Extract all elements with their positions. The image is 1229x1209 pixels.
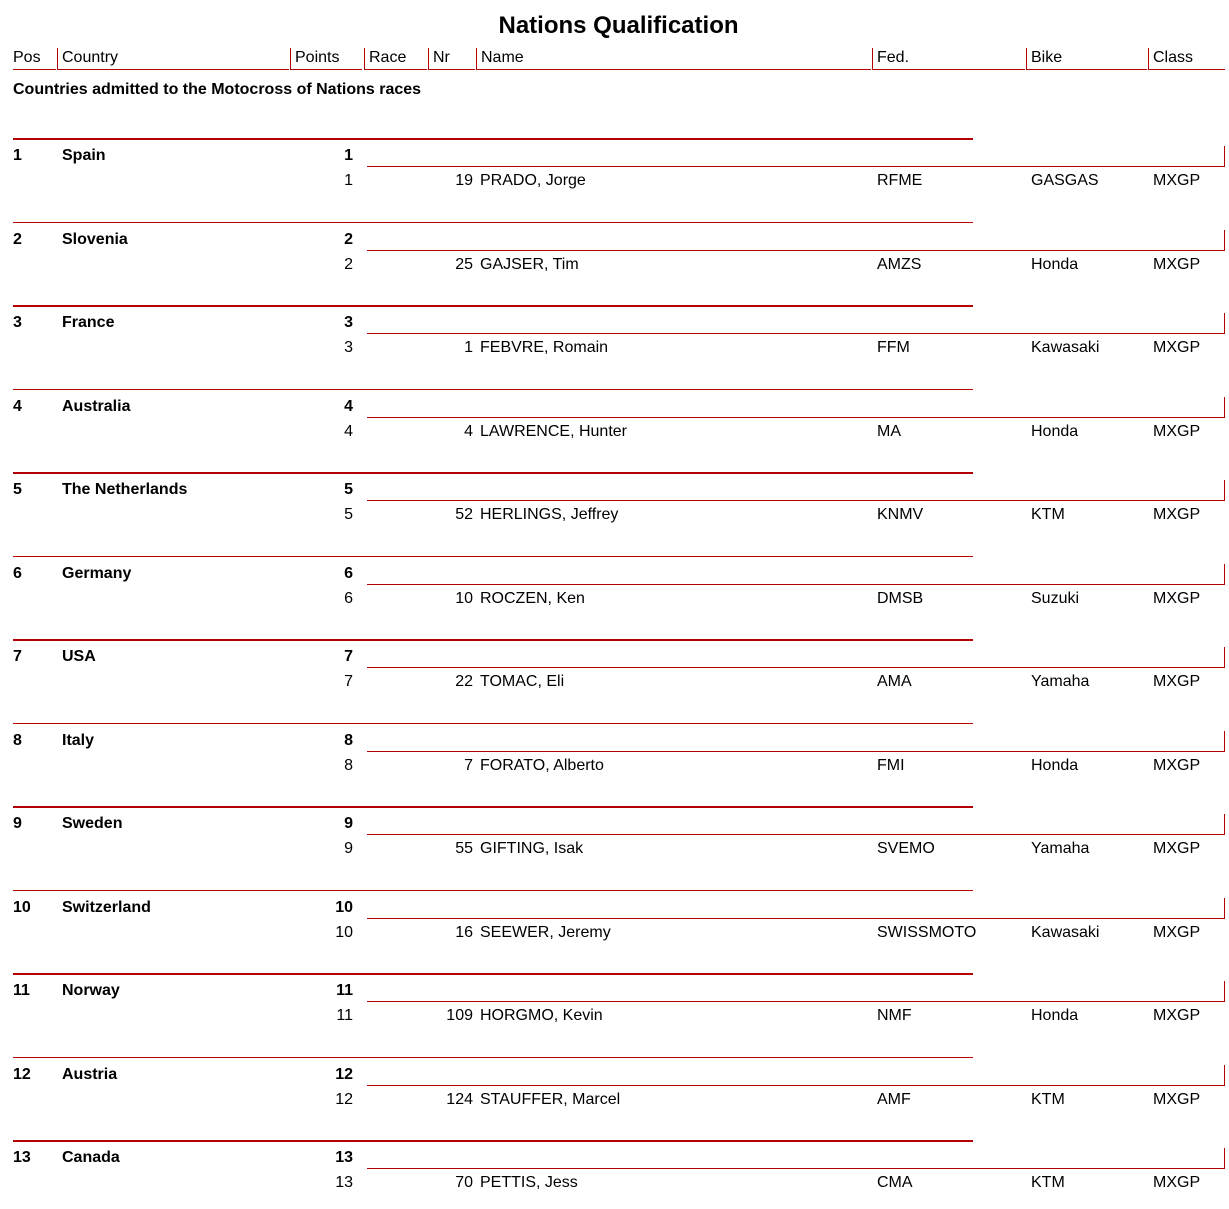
race-box [367, 564, 1225, 585]
row-bike: Suzuki [1031, 589, 1080, 607]
row-race: 10 [335, 923, 353, 941]
row-race: 11 [336, 1007, 353, 1024]
row-bike: Yamaha [1031, 673, 1090, 690]
row-pos: 2 [13, 230, 22, 248]
col-header-bike: Bike [1026, 48, 1147, 70]
row-bike: Honda [1031, 255, 1079, 273]
race-box [367, 313, 1225, 334]
row-separator [13, 556, 973, 557]
row-bike: Kawasaki [1031, 923, 1100, 941]
row-class: MXGP [1153, 840, 1201, 857]
row-race: 12 [335, 1090, 353, 1108]
page-title: Nations Qualification [498, 12, 739, 39]
row-pos: 1 [13, 147, 22, 164]
row-race: 9 [344, 840, 353, 857]
row-country: USA [62, 648, 96, 665]
row-nr: 52 [455, 506, 473, 523]
row-nr: 1 [464, 339, 473, 356]
row-country: Germany [62, 564, 132, 582]
row-fed: AMF [877, 1090, 911, 1108]
row-pos: 6 [13, 564, 22, 582]
row-fed: AMZS [877, 255, 922, 273]
row-name: GAJSER, Tim [480, 255, 579, 273]
row-country: Spain [62, 147, 106, 164]
row-points: 8 [344, 731, 353, 749]
race-box [367, 1148, 1225, 1169]
col-header-class: Class [1148, 48, 1225, 70]
row-class: MXGP [1153, 255, 1201, 273]
row-separator [13, 890, 973, 891]
race-box [367, 981, 1225, 1002]
row-country: Sweden [62, 815, 123, 832]
row-pos: 8 [13, 731, 22, 749]
col-header-fed: Fed. [872, 48, 1025, 70]
row-race: 13 [335, 1174, 353, 1191]
row-race: 3 [344, 339, 353, 356]
row-name: HORGMO, Kevin [480, 1007, 603, 1024]
row-separator [13, 806, 973, 808]
row-country: The Netherlands [62, 481, 188, 498]
row-fed: MA [877, 422, 901, 440]
row-country: Italy [62, 731, 95, 749]
row-separator [13, 389, 973, 390]
race-box [367, 647, 1225, 668]
row-fed: SWISSMOTO [877, 923, 977, 941]
row-nr: 19 [455, 172, 473, 189]
row-name: FEBVRE, Romain [480, 339, 609, 356]
row-points: 2 [344, 230, 353, 248]
row-fed: NMF [877, 1007, 912, 1024]
row-nr: 4 [464, 422, 473, 440]
row-points: 10 [335, 898, 353, 916]
row-separator [13, 222, 973, 223]
row-class: MXGP [1153, 1090, 1201, 1108]
row-fed: AMA [877, 673, 912, 690]
row-country: Switzerland [62, 898, 151, 916]
row-separator [13, 639, 973, 641]
row-class: MXGP [1153, 1174, 1201, 1191]
row-name: PETTIS, Jess [480, 1174, 578, 1191]
row-separator [13, 1057, 973, 1058]
row-class: MXGP [1153, 339, 1201, 356]
row-pos: 10 [13, 898, 31, 916]
col-header-nr: Nr [428, 48, 475, 70]
section-subtitle: Countries admitted to the Motocross of Nations races [13, 81, 422, 98]
row-nr: 25 [455, 255, 473, 273]
row-class: MXGP [1153, 756, 1201, 774]
row-nr: 16 [455, 923, 473, 941]
col-header-points: Points [290, 48, 362, 70]
row-pos: 12 [13, 1065, 31, 1083]
row-separator [13, 138, 973, 140]
row-nr: 70 [455, 1174, 473, 1191]
row-bike: KTM [1031, 1090, 1065, 1108]
row-points: 7 [344, 648, 353, 665]
row-name: TOMAC, Eli [480, 673, 565, 690]
row-separator [13, 973, 973, 975]
row-name: PRADO, Jorge [480, 172, 586, 189]
row-name: FORATO, Alberto [480, 756, 604, 774]
race-box [367, 814, 1225, 835]
row-bike: Yamaha [1031, 840, 1090, 857]
row-pos: 7 [13, 648, 22, 665]
row-points: 6 [344, 564, 353, 582]
row-points: 13 [335, 1149, 353, 1166]
row-points: 1 [344, 147, 353, 164]
row-nr: 10 [455, 589, 473, 607]
row-race: 6 [344, 589, 353, 607]
row-race: 2 [344, 255, 353, 273]
row-pos: 5 [13, 481, 22, 498]
col-header-pos: Pos [13, 48, 56, 70]
row-race: 8 [344, 756, 353, 774]
row-name: STAUFFER, Marcel [480, 1090, 621, 1108]
row-fed: KNMV [877, 506, 924, 523]
race-box [367, 1065, 1225, 1086]
row-country: Canada [62, 1149, 120, 1166]
row-class: MXGP [1153, 673, 1201, 690]
row-bike: Kawasaki [1031, 339, 1100, 356]
row-name: HERLINGS, Jeffrey [480, 506, 619, 523]
row-nr: 109 [446, 1007, 473, 1024]
row-class: MXGP [1153, 1007, 1201, 1024]
row-country: Slovenia [62, 230, 128, 248]
row-bike: Honda [1031, 422, 1079, 440]
row-class: MXGP [1153, 589, 1201, 607]
row-points: 5 [344, 481, 353, 498]
col-header-country: Country [57, 48, 289, 70]
row-race: 5 [344, 506, 353, 523]
row-fed: FFM [877, 339, 910, 356]
race-box [367, 397, 1225, 418]
row-separator [13, 472, 973, 474]
race-box [367, 898, 1225, 919]
row-country: Australia [62, 397, 131, 415]
col-header-race: Race [364, 48, 427, 70]
row-race: 1 [344, 172, 353, 189]
row-points: 3 [344, 314, 353, 331]
row-separator [13, 723, 973, 724]
row-pos: 4 [13, 397, 22, 415]
row-points: 9 [344, 815, 353, 832]
race-box [367, 731, 1225, 752]
row-fed: CMA [877, 1174, 913, 1191]
row-name: SEEWER, Jeremy [480, 923, 611, 941]
row-nr: 22 [455, 673, 473, 690]
race-box [367, 146, 1225, 167]
row-class: MXGP [1153, 422, 1201, 440]
row-class: MXGP [1153, 506, 1201, 523]
row-pos: 13 [13, 1149, 31, 1166]
row-separator [13, 1140, 973, 1142]
row-pos: 11 [13, 982, 30, 999]
row-name: GIFTING, Isak [480, 840, 584, 857]
row-separator [13, 305, 973, 307]
row-nr: 7 [464, 756, 473, 774]
row-race: 4 [344, 422, 353, 440]
row-fed: SVEMO [877, 840, 935, 857]
race-box [367, 230, 1225, 251]
row-nr: 55 [455, 840, 473, 857]
row-fed: DMSB [877, 589, 924, 607]
row-points: 11 [336, 982, 353, 999]
row-points: 12 [335, 1065, 353, 1083]
col-header-name: Name [476, 48, 871, 70]
row-country: France [62, 314, 115, 331]
row-bike: KTM [1031, 1174, 1065, 1191]
row-bike: Honda [1031, 756, 1079, 774]
row-nr: 124 [446, 1090, 473, 1108]
row-country: Austria [62, 1065, 118, 1083]
row-class: MXGP [1153, 923, 1201, 941]
row-country: Norway [62, 982, 120, 999]
row-fed: RFME [877, 172, 923, 189]
row-class: MXGP [1153, 172, 1201, 189]
row-pos: 9 [13, 815, 22, 832]
row-points: 4 [344, 397, 353, 415]
row-name: ROCZEN, Ken [480, 589, 585, 607]
row-bike: KTM [1031, 506, 1065, 523]
race-box [367, 480, 1225, 501]
row-race: 7 [344, 673, 353, 690]
row-name: LAWRENCE, Hunter [480, 422, 627, 440]
row-bike: Honda [1031, 1007, 1079, 1024]
row-fed: FMI [877, 756, 905, 774]
row-bike: GASGAS [1031, 172, 1099, 189]
row-pos: 3 [13, 314, 22, 331]
